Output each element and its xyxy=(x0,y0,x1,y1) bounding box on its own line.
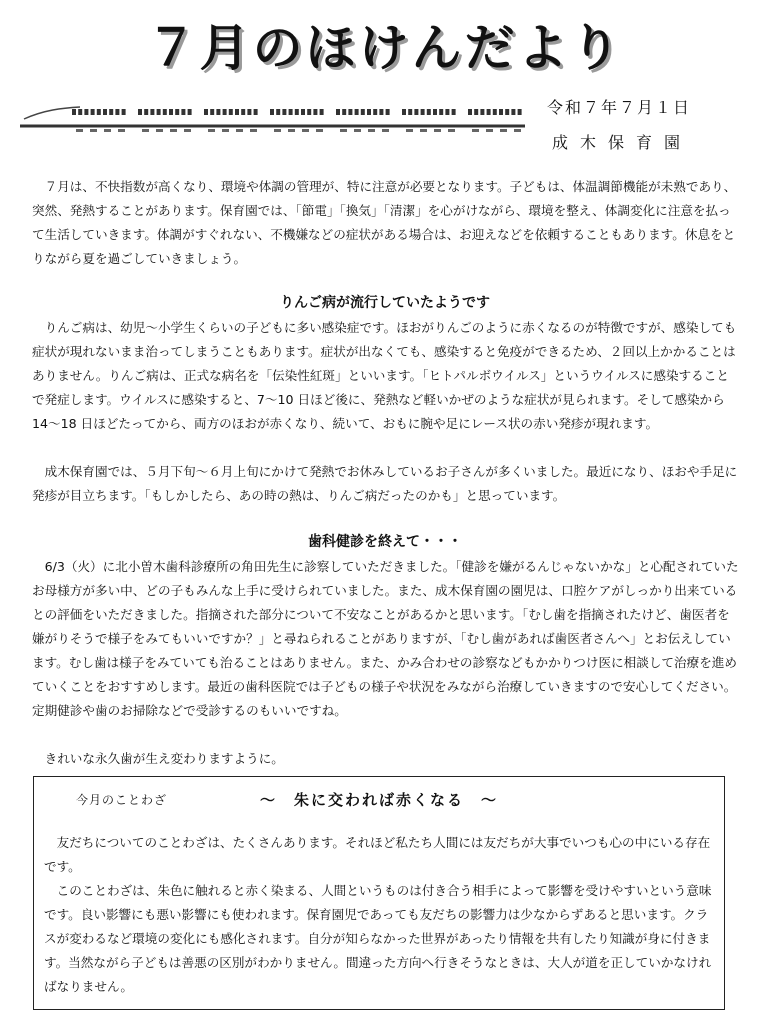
proverb-paragraph: 友だちについてのことわざは、たくさんあります。それほど私たち人間には友だちが大事でいつも心の中にいる存在です。 xyxy=(44,835,711,874)
section-heading-apple-disease: りんご病が流行していたようです xyxy=(280,295,490,311)
section-heading-dental-checkup: 歯科健診を終えて・・・ xyxy=(308,534,462,550)
issue-date: 令和７年７月１日 xyxy=(547,98,692,117)
section-paragraph: きれいな永久歯が生え変わりますように。 xyxy=(44,751,284,766)
proverb-box xyxy=(33,776,725,1010)
proverb-paragraph: このことわざは、朱色に触れると赤く染まる、人間というものは付き合う相手によって影響を受けやすいという意味です。良い影響にも悪い影響にも使われます。保育園児であっても友だちの影響力は少なからずあると思います。クラスが変わるなど環境の変化にも感化されます。自分が知らなかった世界があったり情報を共有したり知識が身に付きます。当然ながら子どもは善悪の区別がわかりません。間違った方向へ行きそうなときは、大人が道を正していかなければなりません。 xyxy=(44,883,712,994)
proverb-label: 今月のことわざ xyxy=(76,793,168,807)
train-icon xyxy=(20,100,525,136)
organization-name: 成木保育園 xyxy=(552,133,693,152)
proverb-title: ～ 朱に交われば赤くなる ～ xyxy=(260,791,499,809)
section-paragraph: 6/3（火）に北小曽木歯科診療所の角田先生に診察していただきました。「健診を嫌がるんじゃないかな」と心配されていたお母様方が多い中、どの子もみんな上手に受けられていました。また、成木保育園の園児は、口腔ケアがしっかり出来ているとの評価をいただきました。指摘された部分について不安なことがあるかと思います。「むし歯を指摘されたけど、歯医者を嫌がりそうで様子をみてもいいですか？」と尋ねられることがありますが、「むし歯があれば歯医者さんへ」とお伝えしています。むし歯は様子をみていても治ることはありません。また、かみ合わせの診察などもかかりつけ医に相談して治療を進めていくことをおすすめします。最近の歯科医院では子どもの様子や状況をみながら治療していきますので安心してください。定期健診や歯のお掃除などで受診するのもいいですね。 xyxy=(32,559,739,718)
section-paragraph: りんご病は、幼児～小学生くらいの子どもに多い感染症です。ほおがりんごのように赤くなるのが特徴ですが、感染しても症状が現れないまま治ってしまうこともあります。症状が出なくても、感染すると免疫ができるため、２回以上かかることはありません。りんご病は、正式な病名を「伝染性紅斑」といいます。「ヒトパルボウイルス」というウイルスに感染することで発症します。ウイルスに感染すると、7～10 日ほど後に、発熱など軽いかぜのような症状が見られます。そして感染から 14～18 日ほどたってから、両方のほおが赤くなり、続いて、おもに腕や足にレース状の赤い発疹が現れます。 xyxy=(32,320,737,431)
newsletter-title: ７月のほけんだより xyxy=(146,19,624,77)
section-paragraph: 成木保育園では、５月下旬～６月上旬にかけて発熱でお休みしているお子さんが多くいました。最近になり、ほおや手足に発疹が目立ちます。「もしかしたら、あの時の熱は、りんご病だったのかも」と思っています。 xyxy=(32,464,738,503)
intro-paragraph: ７月は、不快指数が高くなり、環境や体調の管理が、特に注意が必要となります。子どもは、体温調節機能が未熟であり、突然、発熱することがあります。保育園では、「節電」「換気」「清潔」を心がけながら、環境を整え、体調変化に注意を払って生活していきます。体調がすぐれない、不機嫌などの症状がある場合は、お迎えなどを依頼することもあります。休息をとりながら夏を過ごしていきましょう。 xyxy=(32,179,737,266)
